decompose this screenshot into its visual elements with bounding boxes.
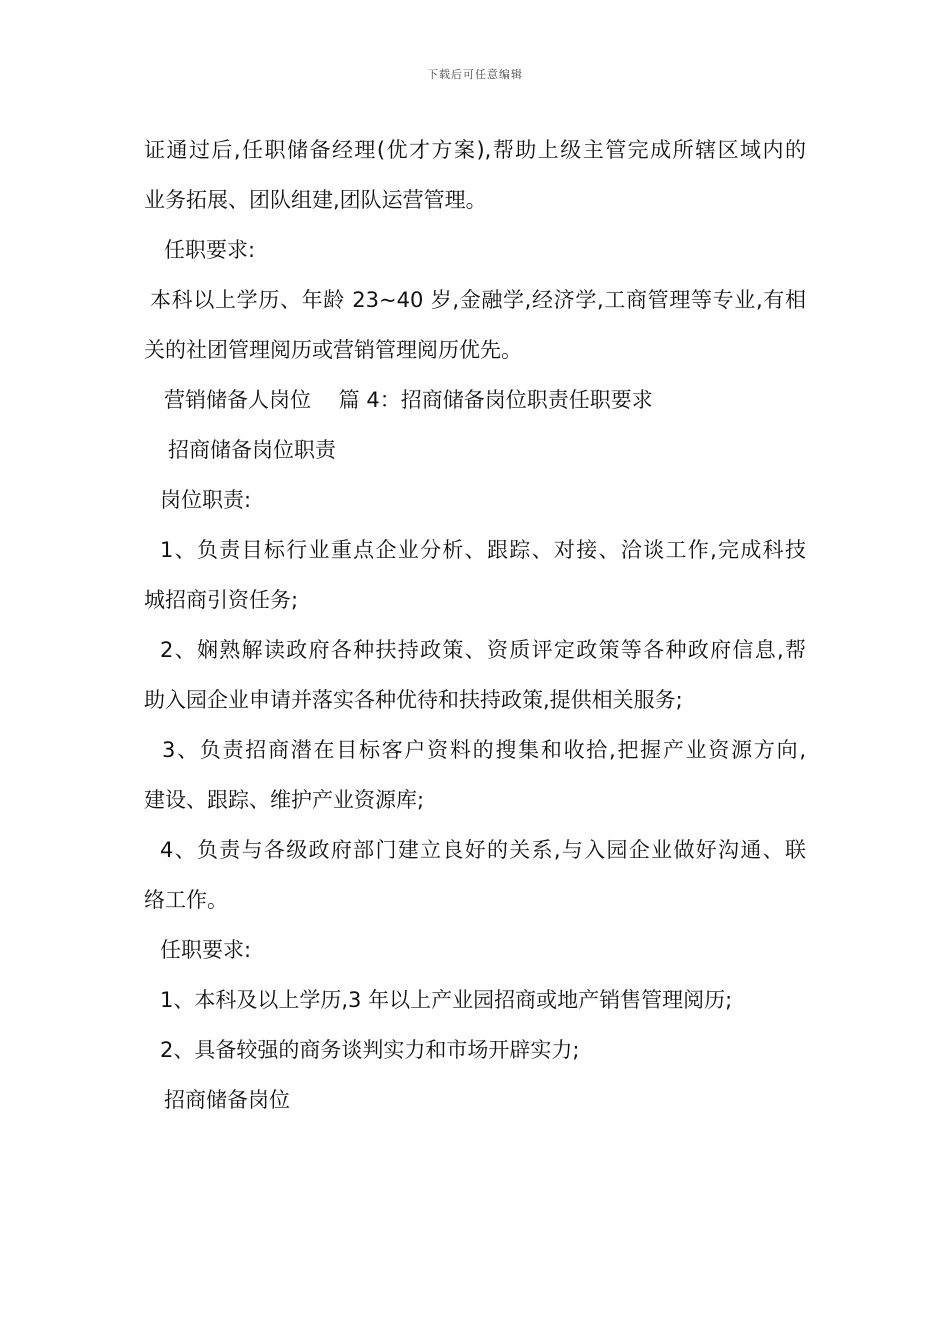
text-line: 业务拓展、团队组建,团队运营管理。 [144,188,487,212]
list-item: 1、负责目标行业重点企业分析、跟踪、对接、洽谈工作,完成科技 [160,538,806,562]
page-header: 下载后可任意编辑 [427,68,523,81]
list-item: 1、本科及以上学历,3 年以上产业园招商或地产销售管理阅历; [160,988,733,1012]
text-line: 关的社团管理阅历或营销管理阅历优先。 [144,338,522,362]
section-heading: 招商储备岗位 [164,1088,290,1112]
section-title: 营销储备人岗位 篇 4：招商储备岗位职责任职要求 [164,388,653,412]
section-heading: 任职要求: [164,238,256,262]
section-heading: 岗位职责: [160,488,252,512]
list-item: 2、具备较强的商务谈判实力和市场开辟实力; [160,1038,580,1062]
section-heading: 任职要求: [160,938,252,962]
section-heading: 招商储备岗位职责 [168,438,336,462]
text-line: 证通过后,任职储备经理(优才方案),帮助上级主管完成所辖区域内的 [144,138,806,162]
list-item: 2、娴熟解读政府各种扶持政策、资质评定政策等各种政府信息,帮 [160,638,806,662]
text-line: 城招商引资任务; [144,588,299,612]
text-line: 建设、跟踪、维护产业资源库; [144,788,425,812]
text-line: 助入园企业申请并落实各种优待和扶持政策,提供相关服务; [144,688,683,712]
list-item: 3、负责招商潜在目标客户资料的搜集和收拾,把握产业资源方向, [162,738,806,762]
text-line: 本科以上学历、年龄 23~40 岁,金融学,经济学,工商管理等专业,有相 [150,288,806,312]
list-item: 4、负责与各级政府部门建立良好的关系,与入园企业做好沟通、联 [160,838,806,862]
text-line: 络工作。 [144,888,228,912]
